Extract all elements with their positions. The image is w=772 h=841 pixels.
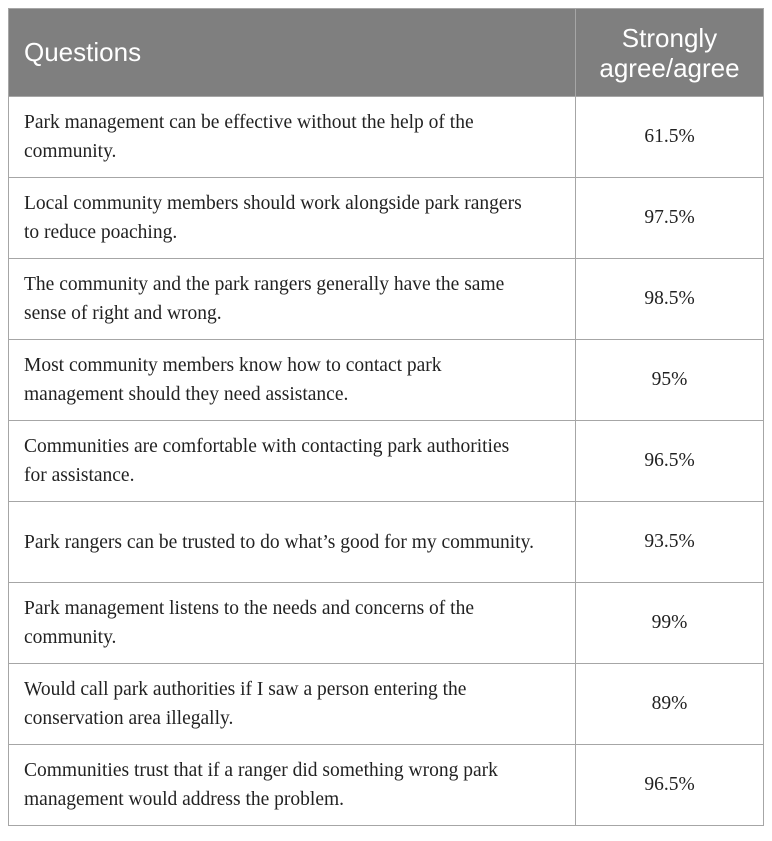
header-row [9, 9, 764, 97]
table-row [9, 583, 764, 664]
percentage-cell: 95% [576, 340, 764, 421]
table-row [9, 340, 764, 421]
percentage-cell: 98.5% [576, 259, 764, 340]
percentage-cell: 89% [576, 664, 764, 745]
question-cell: The community and the park rangers generally have the same sense of right and wrong. [9, 259, 576, 340]
table-row [9, 421, 764, 502]
percentage-cell: 96.5% [576, 421, 764, 502]
table-row [9, 745, 764, 826]
question-cell: Park management listens to the needs and concerns of the community. [9, 583, 576, 664]
column-header-questions: Questions [9, 9, 576, 97]
question-cell: Park management can be effective without the help of the community. [9, 97, 576, 178]
question-cell: Communities trust that if a ranger did something wrong park management would address the problem. [9, 745, 576, 826]
survey-results-table [8, 8, 764, 826]
table-row [9, 97, 764, 178]
table-row [9, 502, 764, 583]
column-header-strongly-agree: Strongly agree/agree [576, 9, 764, 97]
percentage-cell: 99% [576, 583, 764, 664]
question-cell: Park rangers can be trusted to do what’s good for my community. [9, 502, 576, 583]
table-row [9, 664, 764, 745]
table-header [9, 9, 764, 97]
percentage-cell: 97.5% [576, 178, 764, 259]
question-cell: Most community members know how to contact park management should they need assistance. [9, 340, 576, 421]
question-cell: Local community members should work alongside park rangers to reduce poaching. [9, 178, 576, 259]
table-body [9, 97, 764, 826]
percentage-cell: 93.5% [576, 502, 764, 583]
table-row [9, 259, 764, 340]
question-cell: Would call park authorities if I saw a person entering the conservation area illegally. [9, 664, 576, 745]
percentage-cell: 96.5% [576, 745, 764, 826]
table-row [9, 178, 764, 259]
percentage-cell: 61.5% [576, 97, 764, 178]
question-cell: Communities are comfortable with contacting park authorities for assistance. [9, 421, 576, 502]
